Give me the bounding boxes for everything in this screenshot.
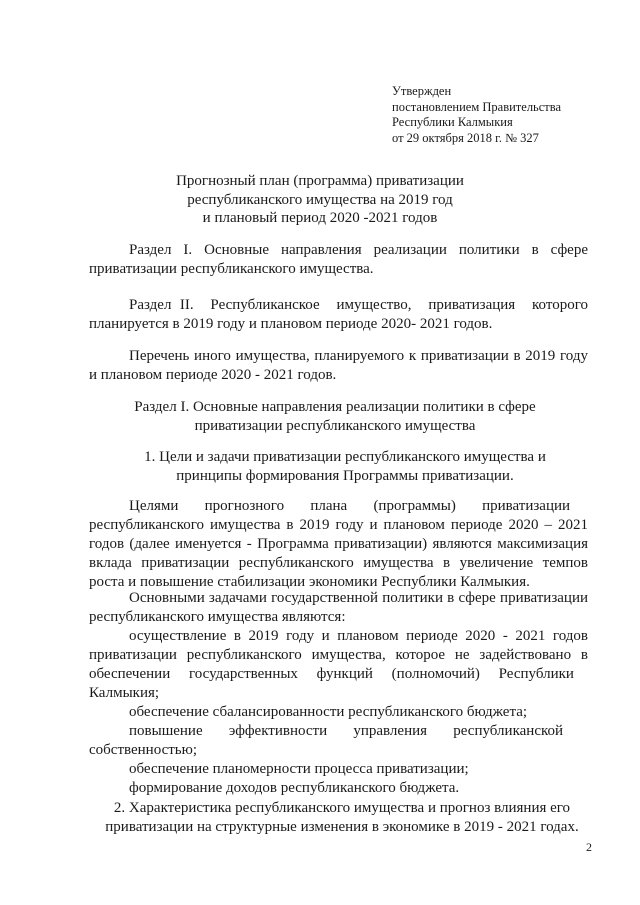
paragraph-tasks-intro: Основными задачами государственной политики в сфере приватизации республиканского имущества являются:: [89, 590, 588, 625]
paragraph-task-planning: обеспечение планомерности процесса приватизации;: [129, 761, 469, 777]
paragraph-task-privatization: осуществление в 2019 году и плановом периоде 2020 - 2021 годов приватизации республиканского имущества, которое не задействовано в обеспечении государственных функций (полномочий) Республики Калмыкия;: [89, 628, 588, 701]
toc-section-1: Раздел I. Основные направления реализации политики в сфере приватизации республиканского имущества.: [89, 242, 588, 277]
subsection-1-heading: 1. Цели и задачи приватизации республиканского имущества и принципы формирования Программы приватизации.: [144, 449, 546, 484]
toc-section-2: Раздел II. Республиканское имущество, приватизация которого планируется в 2019 году и плановом периоде 2020- 2021 годов.: [89, 297, 588, 332]
subsection-2-heading: 2. Характеристика республиканского имущества и прогноз влияния его приватизации на структурные изменения в экономике в 2019 - 2021 годах.: [105, 800, 579, 835]
section-1-heading: Раздел I. Основные направления реализации политики в сфере приватизации республиканского имущества: [134, 399, 536, 434]
title-line: республиканского имущества на 2019 год: [187, 191, 453, 208]
document-title: [100, 172, 540, 228]
approval-stamp: [392, 84, 561, 146]
toc-other-property: Перечень иного имущества, планируемого к приватизации в 2019 году и плановом периоде 2020 - 2021 годов.: [89, 348, 588, 383]
title-line: Прогнозный план (программа) приватизации: [176, 173, 464, 189]
paragraph-task-revenue: формирование доходов республиканского бюджета.: [129, 780, 460, 796]
paragraph-task-budget-balance: обеспечение сбалансированности республиканского бюджета;: [129, 704, 528, 720]
approval-line: Утвержден: [392, 84, 452, 98]
approval-line: от 29 октября 2018 г. № 327: [392, 130, 539, 145]
paragraph-task-efficiency: повышение эффективности управления республиканской собственностью;: [89, 723, 564, 758]
page-number: 2: [586, 840, 592, 854]
approval-line: Республики Калмыкия: [392, 115, 513, 129]
title-line: и плановый период 2020 -2021 годов: [202, 210, 438, 226]
paragraph-goals: Целями прогнозного плана (программы) приватизации республиканского имущества в 2019 году и плановом периоде 2020 – 2021 годов (далее именуется - Программа приватизации) являются максимизация вклада приватизации республиканского имущества в увеличение темпов роста и повышение стабилизации экономики Республики Калмыкия.: [89, 498, 588, 590]
approval-line: постановлением Правительства: [392, 99, 562, 114]
